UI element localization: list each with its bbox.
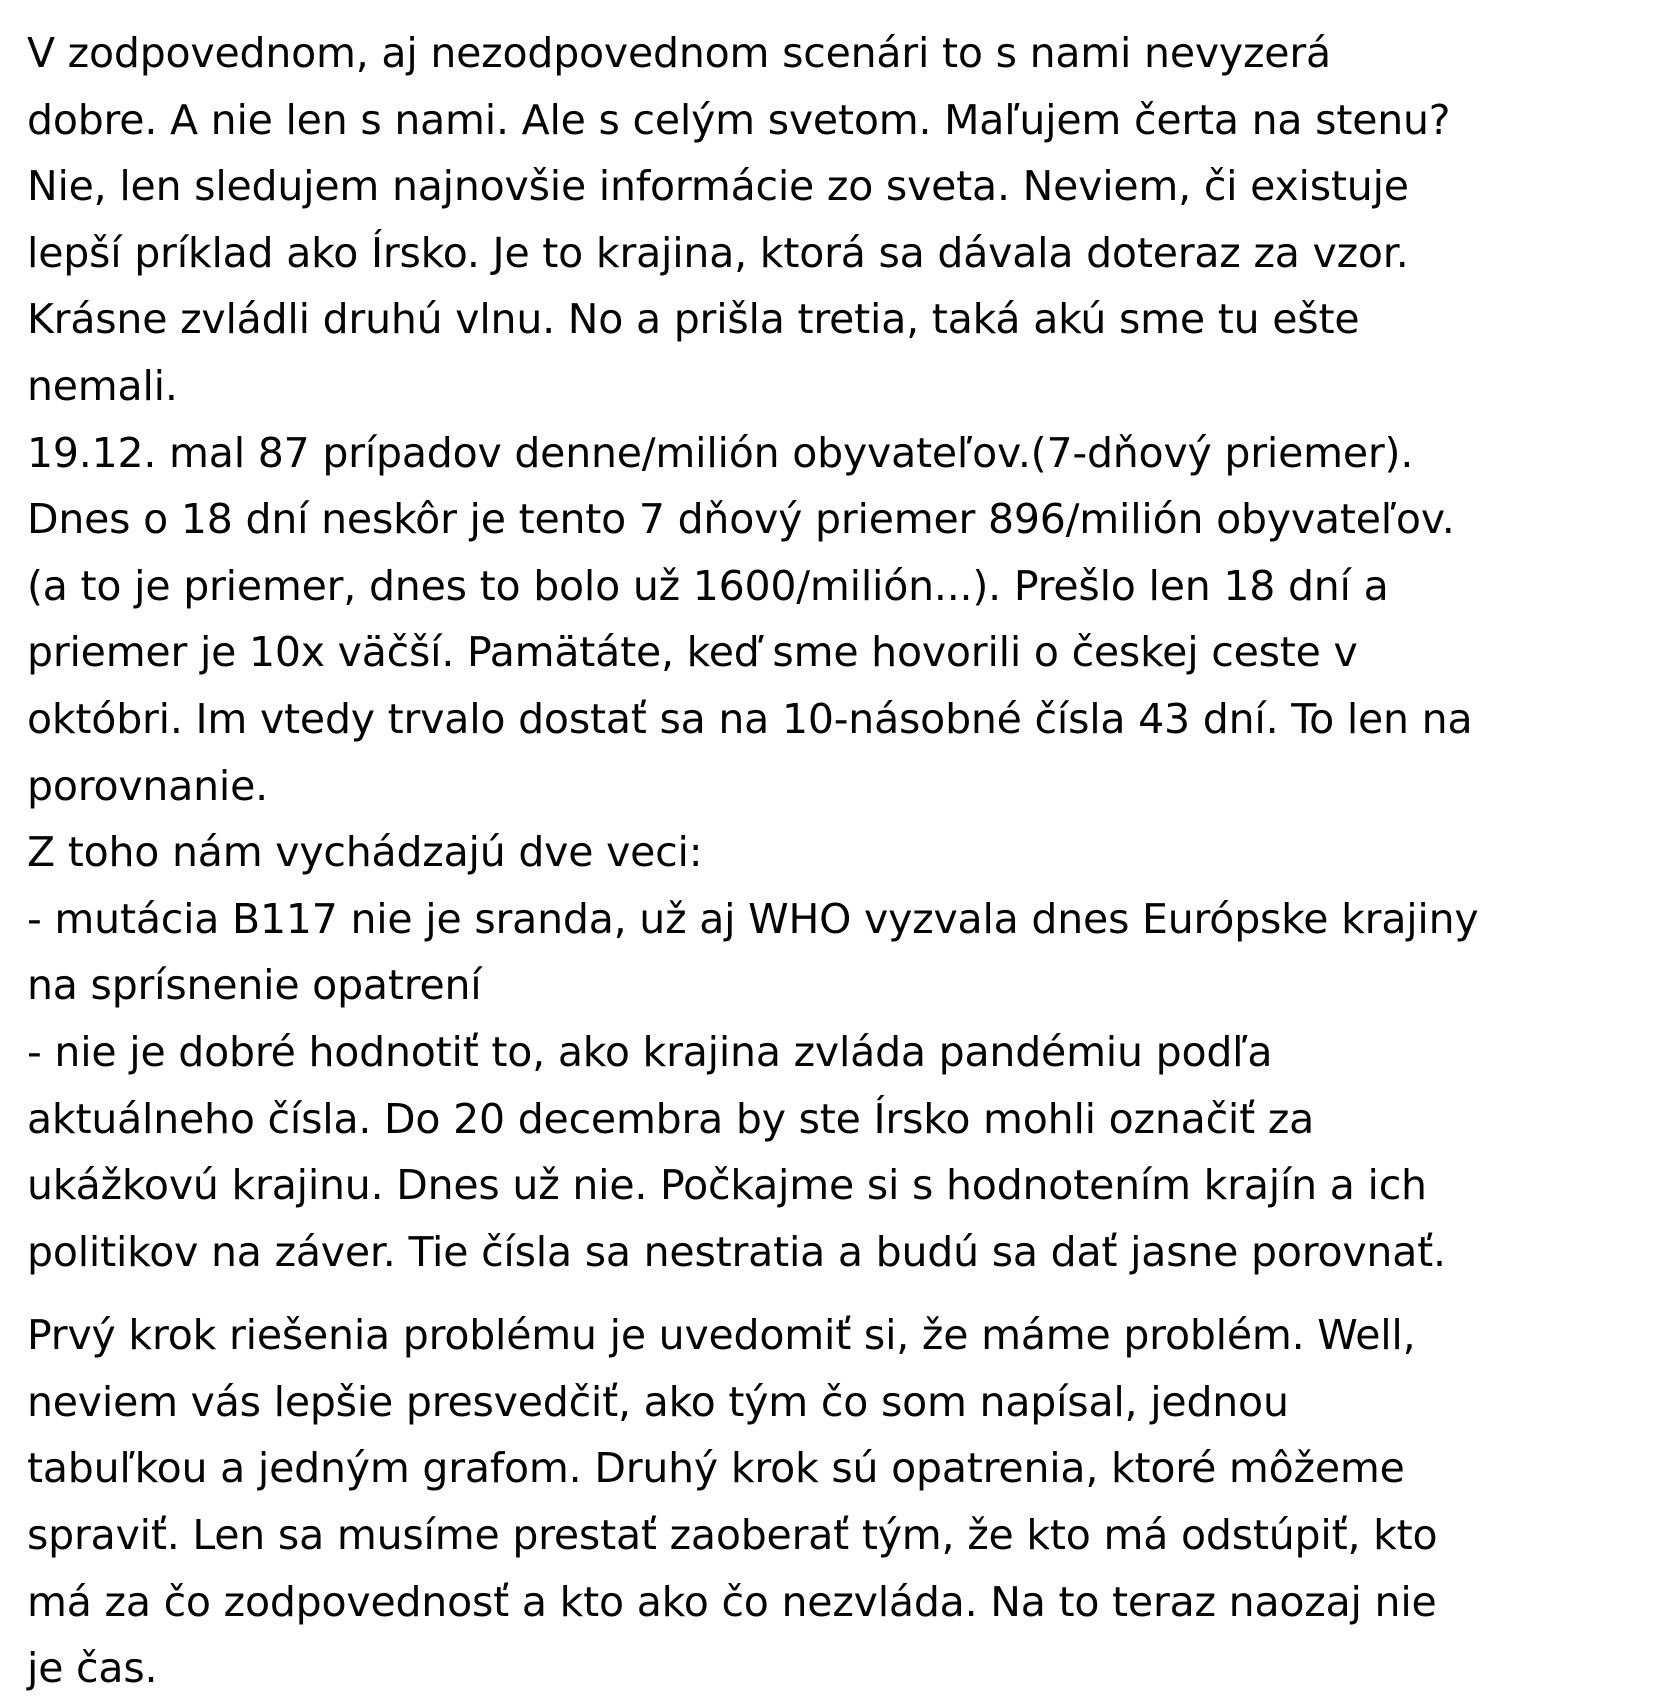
text-line: porovnanie. — [27, 761, 268, 810]
text-line: nemali. — [27, 361, 178, 410]
text-line: - mutácia B117 nie je sranda, už aj WHO vyzvala dnes Európske krajiny — [27, 894, 1479, 943]
text-line: (a to je priemer, dnes to bolo už 1600/milión...). Prešlo len 18 dní a — [27, 561, 1389, 610]
text-line: politikov na záver. Tie čísla sa nestratia a budú sa dať jasne porovnať. — [27, 1227, 1446, 1276]
text-line: Dnes o 18 dní neskôr je tento 7 dňový priemer 896/milión obyvateľov. — [27, 495, 1455, 544]
paragraph-2 — [27, 1302, 1667, 1702]
text-line: tabuľkou a jedným grafom. Druhý krok sú opatrenia, ktoré môžeme — [27, 1444, 1405, 1493]
text-line: októbri. Im vtedy trvalo dostať sa na 10-násobné čísla 43 dní. To len na — [27, 694, 1473, 743]
text-line: aktuálneho čísla. Do 20 decembra by ste Írsko mohli označiť za — [27, 1094, 1315, 1143]
text-line: lepší príklad ako Írsko. Je to krajina, ktorá sa dávala doteraz za vzor. — [27, 228, 1409, 277]
text-line: priemer je 10x väčší. Pamätáte, keď sme hovorili o českej ceste v — [27, 628, 1358, 677]
paragraph-1 — [27, 20, 1667, 1285]
text-line: spraviť. Len sa musíme prestať zaoberať tým, že kto má odstúpiť, kto — [27, 1511, 1438, 1560]
text-line: - nie je dobré hodnotiť to, ako krajina zvláda pandémiu podľa — [27, 1027, 1273, 1076]
text-line: dobre. A nie len s nami. Ale s celým svetom. Maľujem čerta na stenu? — [27, 95, 1451, 144]
text-line: neviem vás lepšie presvedčiť, ako tým čo som napísal, jednou — [27, 1377, 1289, 1426]
text-line: je čas. — [27, 1644, 158, 1693]
text-line: Nie, len sledujem najnovšie informácie zo sveta. Neviem, či existuje — [27, 162, 1409, 211]
text-line: Prvý krok riešenia problému je uvedomiť si, že máme problém. Well, — [27, 1311, 1416, 1360]
text-line: má za čo zodpovednosť a kto ako čo nezvláda. Na to teraz naozaj nie — [27, 1577, 1437, 1626]
text-line: Krásne zvládli druhú vlnu. No a prišla tretia, taká akú sme tu ešte — [27, 295, 1360, 344]
text-line: V zodpovednom, aj nezodpovednom scenári to s nami nevyzerá — [27, 29, 1331, 77]
post-body — [27, 20, 1667, 1702]
text-line: na sprísnenie opatrení — [27, 961, 482, 1010]
text-line: 19.12. mal 87 prípadov denne/milión obyvateľov.(7-dňový priemer). — [27, 428, 1414, 477]
text-line: ukážkovú krajinu. Dnes už nie. Počkajme si s hodnotením krajín a ich — [27, 1161, 1427, 1210]
text-line: Z toho nám vychádzajú dve veci: — [27, 828, 703, 877]
paragraph-spacer — [27, 1285, 1667, 1302]
